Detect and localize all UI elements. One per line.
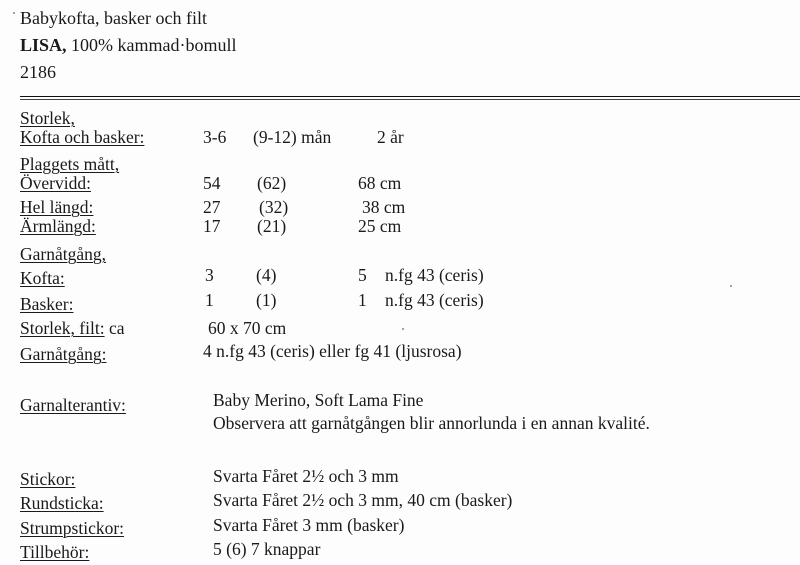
scan-speck (402, 328, 404, 330)
blanket-size-row (20, 318, 125, 338)
circular-needle-label: Rundsticka: (20, 493, 104, 513)
yarn-label-cardigan: Kofta: (20, 268, 65, 288)
size-col-2: (9-12) mån (253, 127, 332, 147)
yarn-name: LISA, (20, 35, 67, 55)
accessories-value: 5 (6) 7 knappar (213, 539, 321, 559)
yarn-amount-heading: Garnåtgång, (20, 244, 107, 264)
measurements-heading: Plaggets mått, (20, 154, 120, 174)
header-divider (20, 96, 800, 97)
blanket-size-value: 60 x 70 cm (208, 318, 287, 338)
yarn-beret-note: n.fg 43 (ceris) (385, 290, 484, 310)
measure-sleeve-v1: 17 (203, 216, 221, 236)
header-divider-lower (20, 99, 800, 100)
measure-chest-v1: 54 (203, 173, 221, 193)
yarn-beret-v3: 1 (358, 290, 367, 310)
scan-speck (13, 12, 15, 14)
measure-label-length: Hel längd: (20, 197, 94, 217)
yarn-label-beret: Basker: (20, 294, 74, 314)
pattern-number: 2186 (20, 62, 56, 82)
needles-value: Svarta Fåret 2½ och 3 mm (213, 466, 399, 486)
blanket-size-label: Storlek, filt: (20, 318, 105, 338)
yarn-cardigan-v3: 5 (358, 265, 367, 285)
measure-label-chest: Övervidd: (20, 173, 91, 193)
accessories-label: Tillbehör: (20, 542, 90, 562)
blanket-yarn-value: 4 n.fg 43 (ceris) eller fg 41 (ljusrosa) (203, 341, 462, 361)
measure-length-v3: 38 cm (362, 197, 406, 217)
dpn-label: Strumpstickor: (20, 518, 125, 538)
blanket-size-prefix: ca (108, 318, 125, 338)
measure-length-v2: (32) (259, 197, 289, 217)
alternatives-line-1: Baby Merino, Soft Lama Fine (213, 390, 424, 410)
measure-sleeve-v3: 25 cm (358, 216, 402, 236)
yarn-beret-v2: (1) (256, 290, 277, 310)
scan-speck (730, 285, 732, 287)
circular-needle-value: Svarta Fåret 2½ och 3 mm, 40 cm (basker) (213, 490, 513, 510)
measure-chest-v2: (62) (257, 173, 287, 193)
alternatives-label: Garnalterantiv: (20, 395, 126, 415)
measure-chest-v3: 68 cm (358, 173, 402, 193)
size-col-3: 2 år (377, 127, 404, 147)
measure-label-sleeve: Ärmlängd: (20, 216, 96, 236)
yarn-line (20, 35, 237, 55)
yarn-cardigan-v2: (4) (256, 265, 277, 285)
size-row-label: Kofta och basker: (20, 127, 145, 147)
yarn-beret-v1: 1 (205, 290, 214, 310)
yarn-cardigan-note: n.fg 43 (ceris) (385, 265, 484, 285)
yarn-cardigan-v1: 3 (205, 265, 214, 285)
dpn-value: Svarta Fåret 3 mm (basker) (213, 515, 405, 535)
measure-length-v1: 27 (203, 197, 221, 217)
pattern-title: Babykofta, basker och filt (20, 8, 207, 28)
size-col-1: 3-6 (203, 127, 227, 147)
yarn-description: 100% kammad·bomull (71, 35, 237, 55)
measure-sleeve-v2: (21) (257, 216, 287, 236)
needles-label: Stickor: (20, 469, 76, 489)
alternatives-line-2: Observera att garnåtgången blir annorlunda i en annan kvalité. (213, 413, 650, 433)
blanket-yarn-label: Garnåtgång: (20, 344, 107, 364)
size-heading: Storlek, (20, 108, 75, 128)
